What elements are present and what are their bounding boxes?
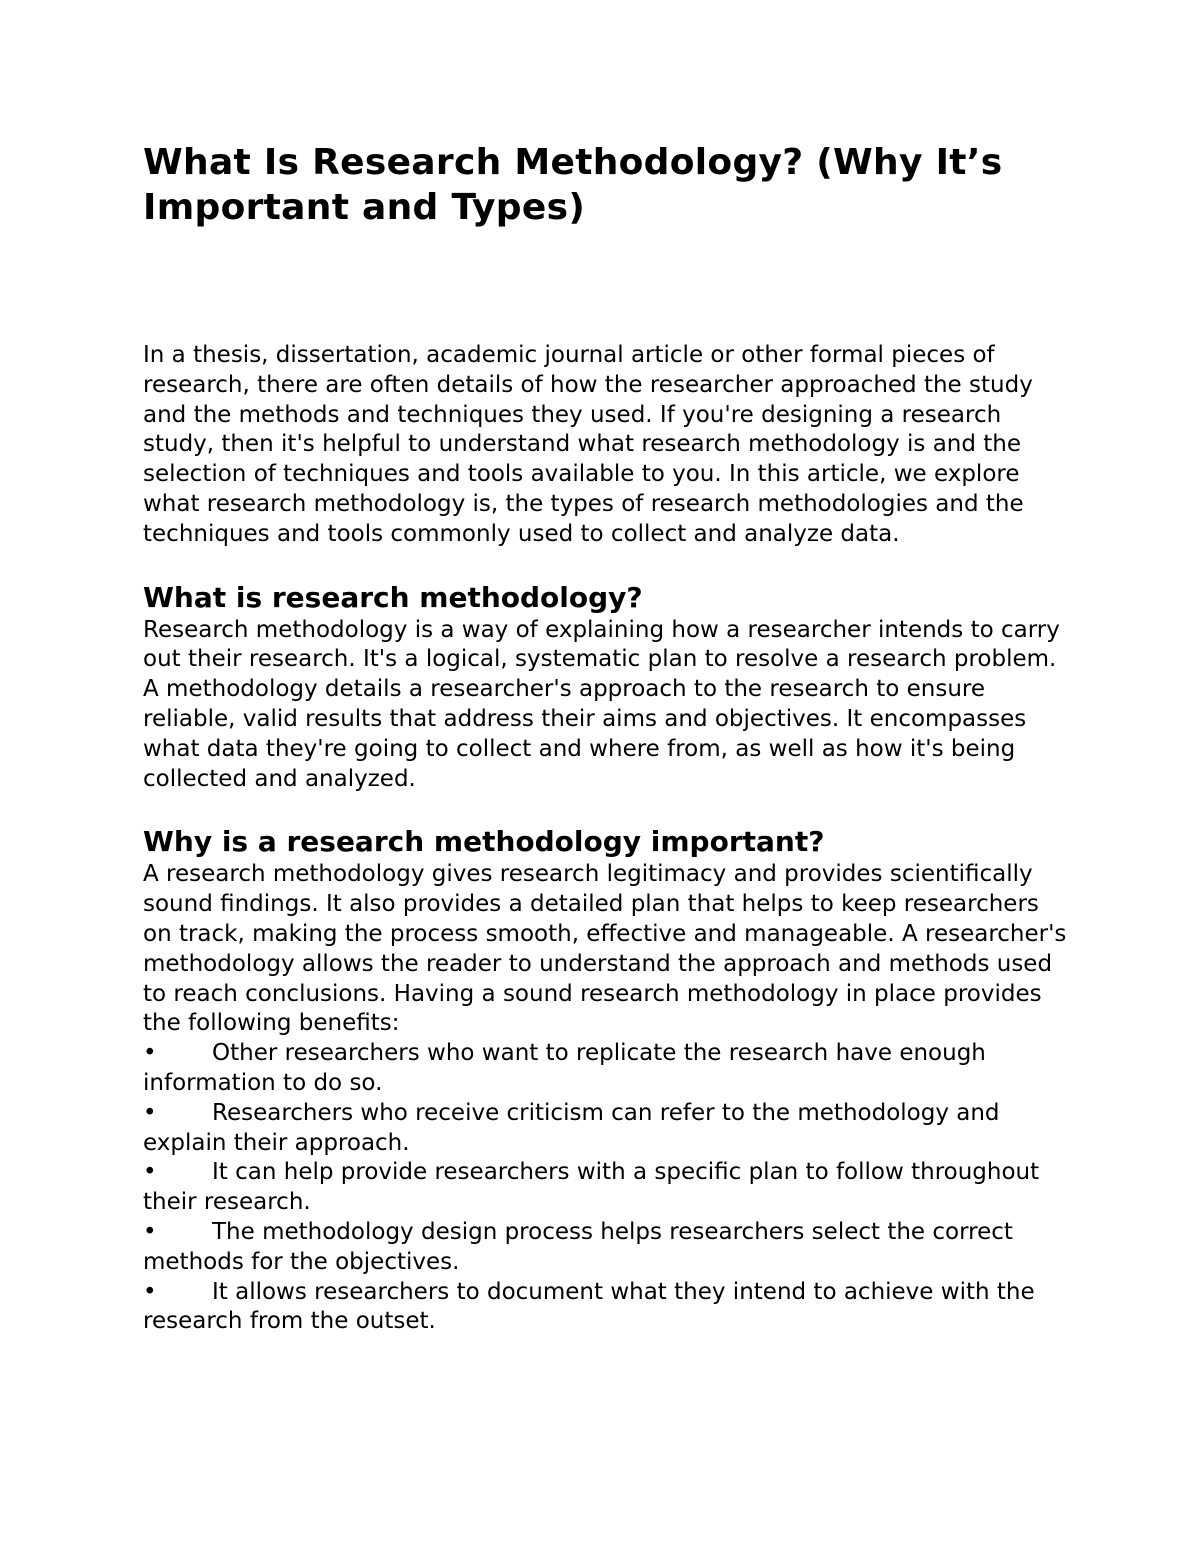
list-item <box>143 1278 1073 1338</box>
document-title: What Is Research Methodology? (Why It’s Important and Types) <box>143 142 1003 228</box>
list-item <box>143 1158 1073 1218</box>
bullet-icon: • <box>143 1159 157 1186</box>
list-item <box>143 1039 1073 1099</box>
list-item-text: It allows researchers to document what they intend to achieve with the research from the outset. <box>143 1278 1035 1335</box>
section-body-why-important: A research methodology gives research legitimacy and provides scientifically sound findings. It also provides a detailed plan that helps to keep researchers on track, making the process smooth, effective and manageable. A researcher's methodology allows the reader to understand the approach and methods used to reach conclusions. Having a sound research methodology in place provides the following benefits: <box>143 861 1067 1037</box>
intro-paragraph: In a thesis, dissertation, academic journal article or other formal pieces of research, there are often details of how the researcher approached the study and the methods and techniques they used. If you're designing a research study, then it's helpful to understand what research methodology is and the selection of techniques and tools available to you. In this article, we explore what research methodology is, the types of research methodologies and the techniques and tools commonly used to collect and analyze data. <box>143 342 1033 547</box>
section-heading-what-is: What is research methodology? <box>143 580 643 614</box>
list-item-text: The methodology design process helps researchers select the correct methods for the objectives. <box>143 1218 1013 1275</box>
bullet-icon: • <box>143 1040 157 1067</box>
document-page <box>143 140 1073 1337</box>
list-item-text: Other researchers who want to replicate the research have enough information to do so. <box>143 1040 986 1096</box>
benefits-list <box>143 1039 1073 1337</box>
list-item <box>143 1218 1073 1278</box>
list-item-text: Researchers who receive criticism can refer to the methodology and explain their approach. <box>143 1099 1000 1156</box>
bullet-icon: • <box>143 1218 157 1245</box>
section-body-what-is: Research methodology is a way of explaining how a researcher intends to carry out their research. It's a logical, systematic plan to resolve a research problem. A methodology details a researcher's approach to the research to ensure reliable, valid results that address their aims and objectives. It encompasses what data they're going to collect and where from, as well as how it's being collected and analyzed. <box>143 616 1060 792</box>
list-item-text: It can help provide researchers with a specific plan to follow throughout their research. <box>143 1159 1040 1216</box>
section-heading-why-important: Why is a research methodology important? <box>143 825 825 859</box>
bullet-icon: • <box>143 1099 157 1126</box>
list-item <box>143 1099 1073 1159</box>
bullet-icon: • <box>143 1278 157 1305</box>
